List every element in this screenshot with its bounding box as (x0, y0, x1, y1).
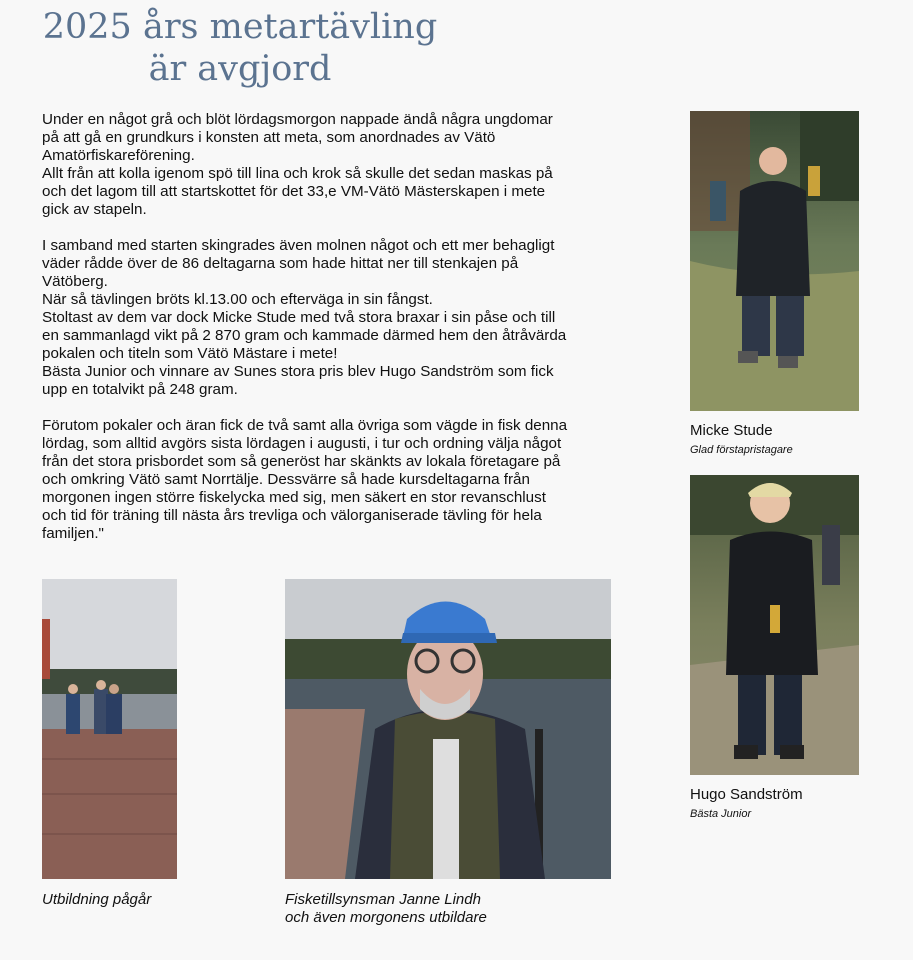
article-body (42, 111, 602, 561)
article-line: pokalen och titeln som Vätö Mästare i mete! (42, 345, 338, 362)
caption-janne-line-1: Fisketillsynsman Janne Lindh (285, 891, 481, 908)
article-line: en sammanlagd vikt på 2 870 gram och kammade därmed hem den åtråvärda (42, 327, 567, 344)
caption-micke-name: Micke Stude (690, 422, 773, 439)
article-line: upp en totalvikt på 248 gram. (42, 381, 238, 398)
article-line: Förutom pokaler och äran fick de två samt alla övriga som vägde in fisk denna (42, 417, 568, 434)
article-line: I samband med starten skingrades även molnen något och ett mer behagligt (42, 237, 555, 254)
photo-janne-lindh (285, 579, 611, 879)
paragraph-2 (42, 237, 602, 399)
article-line: Stoltast av dem var dock Micke Stude med två stora braxar i sin påse och till (42, 309, 556, 326)
photo-training (42, 579, 177, 879)
article-line: på att gå en grundkurs i konsten att meta, som anordnades av Vätö (42, 129, 496, 146)
photo-micke-stude (690, 111, 859, 411)
article-line: och omkring Vätö samt Norrtälje. Dessvärre så hade kursdeltagarna från (42, 471, 530, 488)
article-line: Allt från att kolla igenom spö till lina och krok så skulle det sedan maskas på (42, 165, 553, 182)
title-line-2: är avgjord (148, 49, 332, 89)
paragraph-3 (42, 417, 602, 543)
article-line: Bästa Junior och vinnare av Sunes stora pris blev Hugo Sandström som fick (42, 363, 554, 380)
caption-hugo-name: Hugo Sandström (690, 786, 803, 803)
article-line: Vätöberg. (42, 273, 108, 290)
article-line: från det stora prisbordet som så generöst har skänkts av lokala företagare på (42, 453, 561, 470)
article-line: När så tävlingen bröts kl.13.00 och efterväga in sin fångst. (42, 291, 433, 308)
caption-janne (285, 891, 487, 927)
photo-hugo-sandstrom (690, 475, 859, 775)
caption-hugo-sub: Bästa Junior (690, 808, 752, 820)
article-line: väder rådde över de 86 deltagarna som hade hittat ner till stenkajen på (42, 255, 519, 272)
article-line: gick av stapeln. (42, 201, 147, 218)
paragraph-1 (42, 111, 602, 219)
article-line: och tid för träning till nästa års trevliga och välorganiserade tävling för hela (42, 507, 542, 524)
caption-training: Utbildning pågår (42, 891, 152, 908)
article-line: och det lagom till att startskottet för det 33,e VM-Vätö Mästerskapen i mete (42, 183, 546, 200)
article-line: lördag, som alltid avgörs sista lördagen i augusti, i tur och ordning välja något (42, 435, 562, 452)
article-line: Under en något grå och blöt lördagsmorgon nappade ändå några ungdomar (42, 111, 553, 128)
page-title (40, 6, 440, 90)
title-line-1: 2025 års metartävling (42, 7, 438, 47)
article-line: familjen." (42, 525, 104, 542)
article-line: morgonen ingen större fiskelycka med sig, men säkert en stor revanschlust (42, 489, 546, 506)
caption-janne-line-2: och även morgonens utbildare (285, 909, 487, 926)
caption-micke-sub: Glad förstapristagare (690, 444, 793, 456)
article-line: Amatörfiskareförening. (42, 147, 195, 164)
